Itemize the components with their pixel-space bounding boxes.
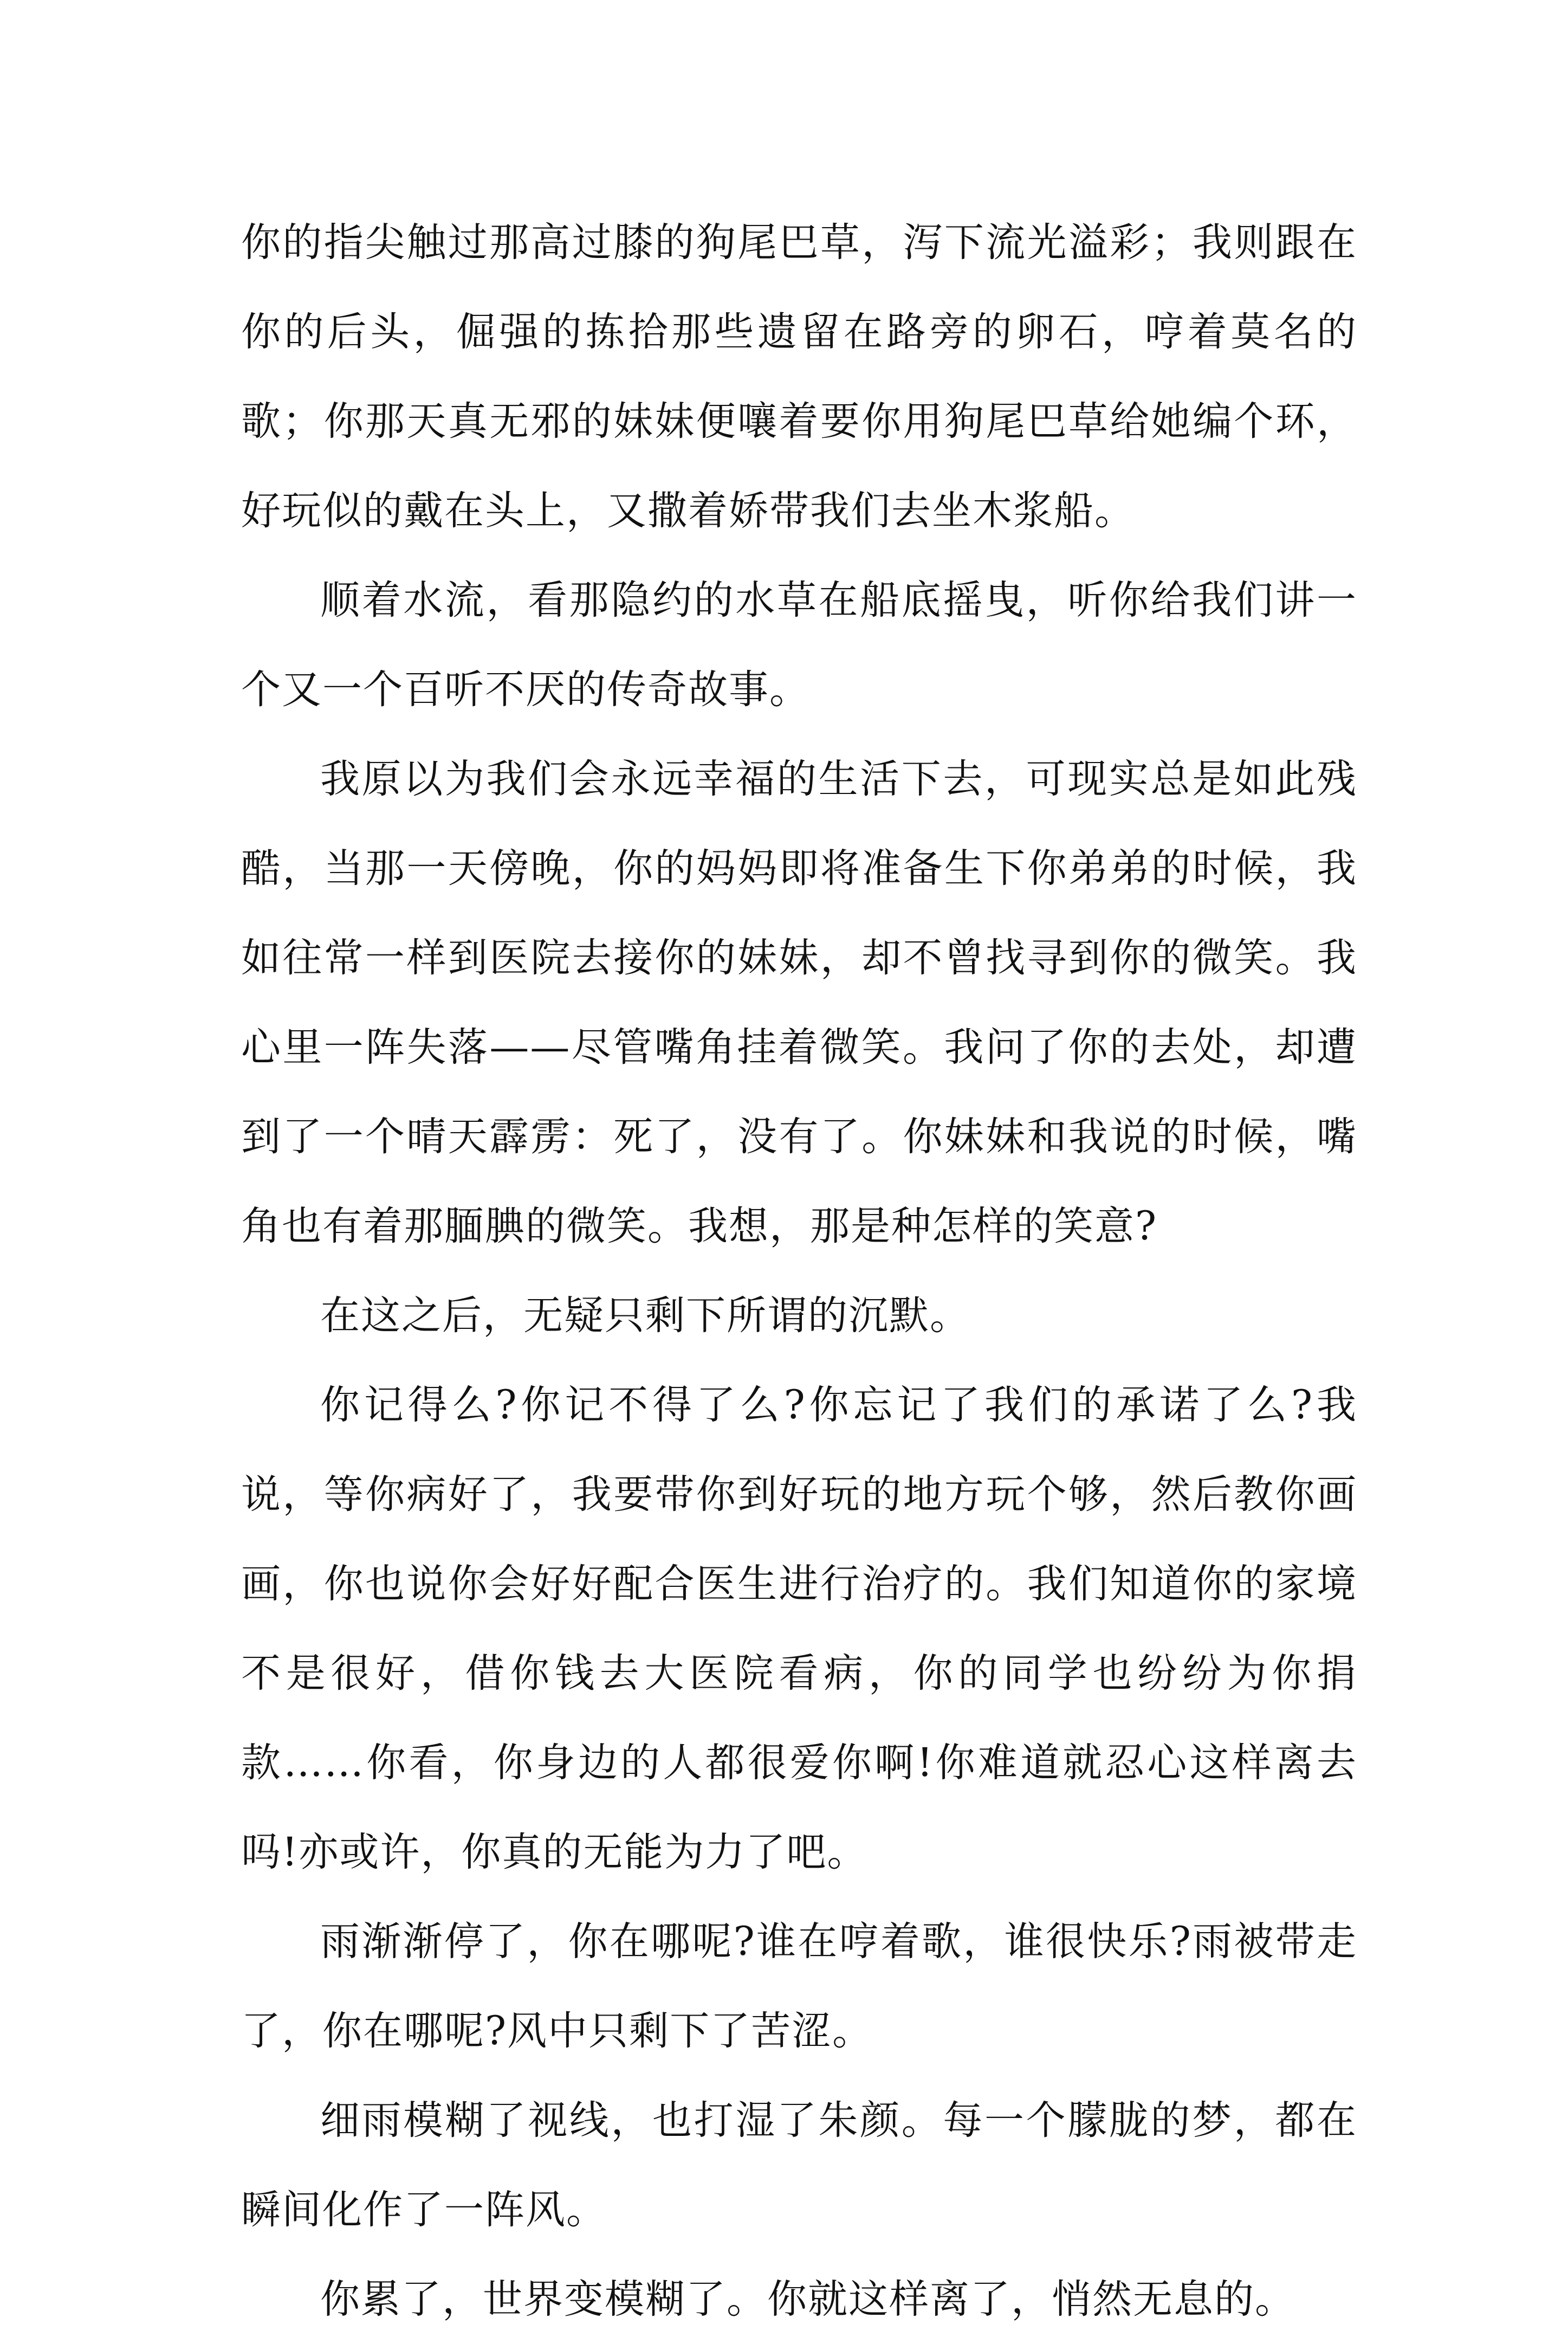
paragraph-5: 你记得么?你记不得了么?你忘记了我们的承诺了么?我说，等你病好了，我要带你到好玩的地方玩个够，然后教你画画，你也说你会好好配合医生进行治疗的。我们知道你的家境不是很好，借你钱去大医院看病，你的同学也纷纷为你捐款……你看，你身边的人都很爱你啊!你难道就忍心这样离去吗!亦或许，你真的无能为力了吧。 — [241, 1382, 1357, 1875]
body-text — [241, 198, 1357, 2344]
paragraph-4: 在这之后，无疑只剩下所谓的沉默。 — [320, 1293, 970, 1339]
paragraph-1: 你的指尖触过那高过膝的狗尾巴草，泻下流光溢彩；我则跟在你的后头，倔强的拣拾那些遗留在路旁的卵石，哼着莫名的歌；你那天真无邪的妹妹便嚷着要你用狗尾巴草给她编个环，好玩似的戴在头上，又撒着娇带我们去坐木浆船。 — [241, 219, 1357, 534]
paragraph-2: 顺着水流，看那隐约的水草在船底摇曳，听你给我们讲一个又一个百听不厌的传奇故事。 — [241, 577, 1357, 713]
paragraph-6: 雨渐渐停了，你在哪呢?谁在哼着歌，谁很快乐?雨被带走了，你在哪呢?风中只剩下了苦涩。 — [241, 1919, 1357, 2054]
paragraph-3: 我原以为我们会永远幸福的生活下去，可现实总是如此残酷，当那一天傍晚，你的妈妈即将准备生下你弟弟的时候，我如往常一样到医院去接你的妹妹，却不曾找寻到你的微笑。我心里一阵失落——尽管嘴角挂着微笑。我问了你的去处，却遭到了一个晴天霹雳：死了，没有了。你妹妹和我说的时候，嘴角也有着那腼腆的微笑。我想，那是种怎样的笑意? — [241, 756, 1357, 1249]
paragraph-7: 细雨模糊了视线，也打湿了朱颜。每一个朦胧的梦，都在瞬间化作了一阵风。 — [241, 2097, 1357, 2233]
paragraph-8: 你累了，世界变模糊了。你就这样离了，悄然无息的。 — [320, 2276, 1295, 2322]
